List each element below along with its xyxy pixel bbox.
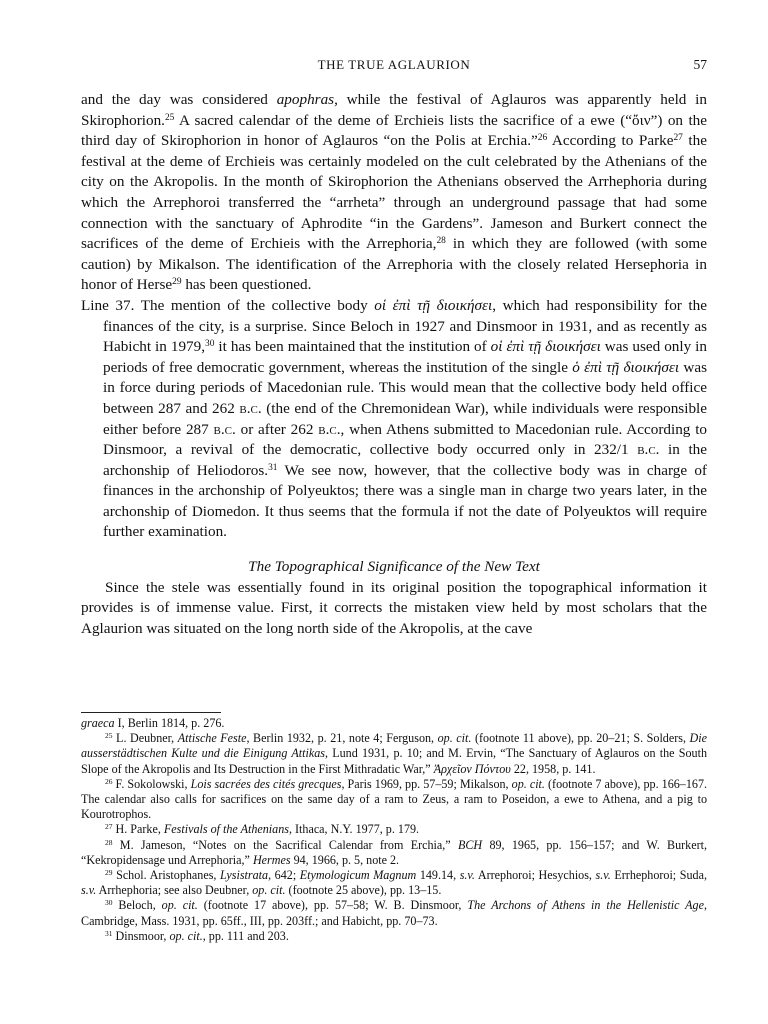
footnote-ref-28: 28 [436,235,446,246]
greek-phrase: οἱ ἐπὶ τῇ διοικήσει [490,338,601,356]
italic-term: Lois sacrées des cités grecques [190,776,342,791]
italic-term: s.v. [81,883,97,898]
footnotes [81,716,707,944]
italic-term: op. cit. [511,776,545,791]
italic-term: s.v. [595,868,611,883]
footnote-continuation [81,716,707,731]
text-run: Line 37. The mention of the collective body [81,296,375,314]
footnote-30 [81,898,707,928]
text-run: , while the festival of Aglauros was apparently held in Skirophorion. [81,91,707,129]
era-abbrev: b.c. [637,441,660,459]
italic-term: s.v. [459,868,475,883]
italic-term: op. cit. [161,898,198,913]
italic-term: Lysistrata [220,868,269,883]
text-run: or after 262 [235,420,319,438]
text-run: , when Athens submitted to Macedonian rule. According to Dinsmoor, a revival of the democratic, collective body occurred only in 232/1 [103,420,708,459]
text-run: was used only in periods of free democratic government, whereas the institution of the single [103,338,707,376]
text-run: F. Sokolowski, [112,776,191,791]
text-run: 22, 1958, p. 141. [510,761,596,776]
text-run: it has been maintained that the institution of [214,338,491,356]
text-run: , which had responsibility for the finances of the city, is a surprise. Since Beloch in 1927 and Dinsmoor in 1931, and as recently as Habicht in 1979, [103,296,707,356]
text-run: , Lund 1931, p. 10; and M. Ervin, “The Sanctuary of Aglauros on the South Slope of the Akropolis and Its Destruction in the First Mithradatic War,” [81,746,707,776]
text-run: Errhephoroi; Suda, [610,868,707,883]
text-run: M. Jameson, “Notes on the Sacrifical Calendar from Erchia,” [112,837,458,852]
text-run: 89, 1965, pp. 156–157; and W. Burkert, “Kekropidensage und Arrephoria,” [81,837,707,867]
footnote-ref-25: 25 [164,112,175,123]
footnote-ref-29: 29 [172,277,182,288]
text-run: , pp. 111 and 203. [202,928,289,943]
text-run: Schol. Aristophanes, [112,868,221,883]
page-header [81,57,707,77]
text-run: 94, 1966, p. 5, note 2. [290,852,400,867]
footnote-number: 28 [105,837,113,847]
text-run: (footnote 7 above), pp. 166–167. The calendar also calls for sacrifices on the same day of a ram to Zeus, a ram to Poseidon, a ewe to Athena, and a pig to Kourotrophos. [81,776,708,822]
text-run: , Cambridge, Mass. 1931, pp. 65ff., III, pp. 203ff.; and Habicht, pp. 70–73. [81,898,708,928]
page-number: 57 [693,57,707,72]
text-run: , Paris 1969, pp. 57–59; Mikalson, [341,776,512,791]
italic-term: Die ausserstädtischen Kulte und die Einigung Attikas [81,731,708,761]
footnote-26 [81,777,707,823]
italic-term: op. cit. [252,883,286,898]
paragraph-topography: Since the stele was essentially found in its original position the topographical information it provides is of immense value. First, it corrects the mistaken view held by most scholars that the Aglaurion was situated on the long north side of the Akropolis, at the cave [81,578,707,637]
italic-term: Hermes [252,852,291,867]
text-run: was in force during periods of Macedonian rule. This would mean that the collective body held office between 287 and 262 [103,358,707,417]
italic-term: op. cit. [169,928,203,943]
footnote-ref-27: 27 [673,133,683,144]
text-run: (footnote 25 above), pp. 13–15. [285,883,442,898]
footnote-ref-31: 31 [268,462,278,473]
footnote-number: 29 [105,867,113,877]
text-run: I, Berlin 1814, p. 276. [114,716,225,730]
text-run: in the archonship of Heliodoros. [103,441,707,479]
text-run: Arrephoroi; Hesychios, [474,868,596,883]
era-abbrev: b.c. [318,420,341,438]
italic-term: apophras [276,91,335,108]
text-run: Arrhephoria; see also Deubner, [96,883,253,898]
text-run: , Ithaca, N.Y. 1977, p. 179. [288,822,420,837]
footnote-ref-26: 26 [537,133,548,144]
italic-term: Attische Feste [177,731,247,746]
paragraph-apophras [81,90,707,296]
italic-term: The Archons of Athens in the Hellenistic Age [467,898,704,913]
italic-term: op. cit. [437,731,472,746]
text-run: Beloch, [112,898,162,913]
section-title: The Topographical Significance of the New Text [248,558,540,576]
footnote-31 [81,929,707,944]
footnote-number: 27 [105,822,113,832]
italic-term: Festivals of the Athenians [163,822,289,837]
footnote-number: 30 [105,898,113,908]
text-run: A sacred calendar of the deme of Erchieis lists the sacrifice of a ewe (“ὄιν”) on the third day of Skirophorion in honor of Aglauros “on the Polis at Erchia.” [81,111,707,150]
italic-term: graeca [81,716,115,730]
text-run: L. Deubner, [112,731,178,746]
text-run: Dinsmoor, [112,928,170,943]
text-run: has been questioned. [181,276,312,294]
footnote-29 [81,868,707,898]
text-run: in which they are followed (with some caution) by Mikalson. The identification of the Arrephoria with the closely related Hersephoria in honor of Herse [81,235,707,294]
text-run: 149.14, [416,868,460,883]
greek-phrase: ὁ ἐπὶ τῇ διοικήσει [572,358,680,376]
footnote-28 [81,838,707,868]
italic-term: Ἀρχεῖον Πόντου [433,761,511,776]
era-abbrev: b.c. [239,399,262,417]
text-run: (footnote 17 above), pp. 57–58; W. B. Dinsmoor, [197,898,468,913]
italic-term: BCH [457,837,483,852]
running-title: THE TRUE AGLAURION [317,57,471,72]
text-run: (the end of the Chremonidean War), while individuals were responsible either before 287 [103,399,707,438]
text-run: We see now, however, that the collective body was in charge of finances in the archonship of Polyeuktos; there was a single man in charge two years later, in the archonship of Diomedon. It thus seems that the formula if not the date of Polyeuktos will require further examination. [103,461,707,541]
main-text [81,90,707,639]
footnote-27 [81,822,707,837]
text-run: According to Parke [547,132,674,150]
italic-term: Etymologicum Magnum [299,868,417,883]
era-abbrev: b.c. [213,420,236,438]
paragraph-line-37 [81,296,707,543]
text-run: (footnote 11 above), pp. 20–21; S. Solders, [471,731,690,746]
footnote-number: 25 [105,731,113,741]
text-run: H. Parke, [112,822,164,837]
greek-phrase: οἱ ἐπὶ τῇ διοικήσει [374,296,493,314]
footnote-number: 31 [105,928,113,938]
footnote-divider [81,712,221,713]
text-run: the festival at the deme of Erchieis was certainly modeled on the cult celebrated by the Athenians of the city on the Akropolis. In the month of Skirophorion the Athenians observed the Arrhephoria during which the Arrephoroi transferred the “arrheta” through an underground passage that had some connection with the sanctuary of Aphrodite “in the Gardens”. Jameson and Burkert connect the sacrifices of the deme of Erchieis with the Arrephoria, [81,132,707,253]
text-run: and the day was considered [81,91,277,108]
text-run: , Berlin 1932, p. 21, note 4; Ferguson, [246,731,438,746]
footnote-number: 26 [105,776,113,786]
footnote-ref-30: 30 [205,338,215,349]
text-run: , 642; [268,868,300,883]
footnote-25 [81,731,707,777]
